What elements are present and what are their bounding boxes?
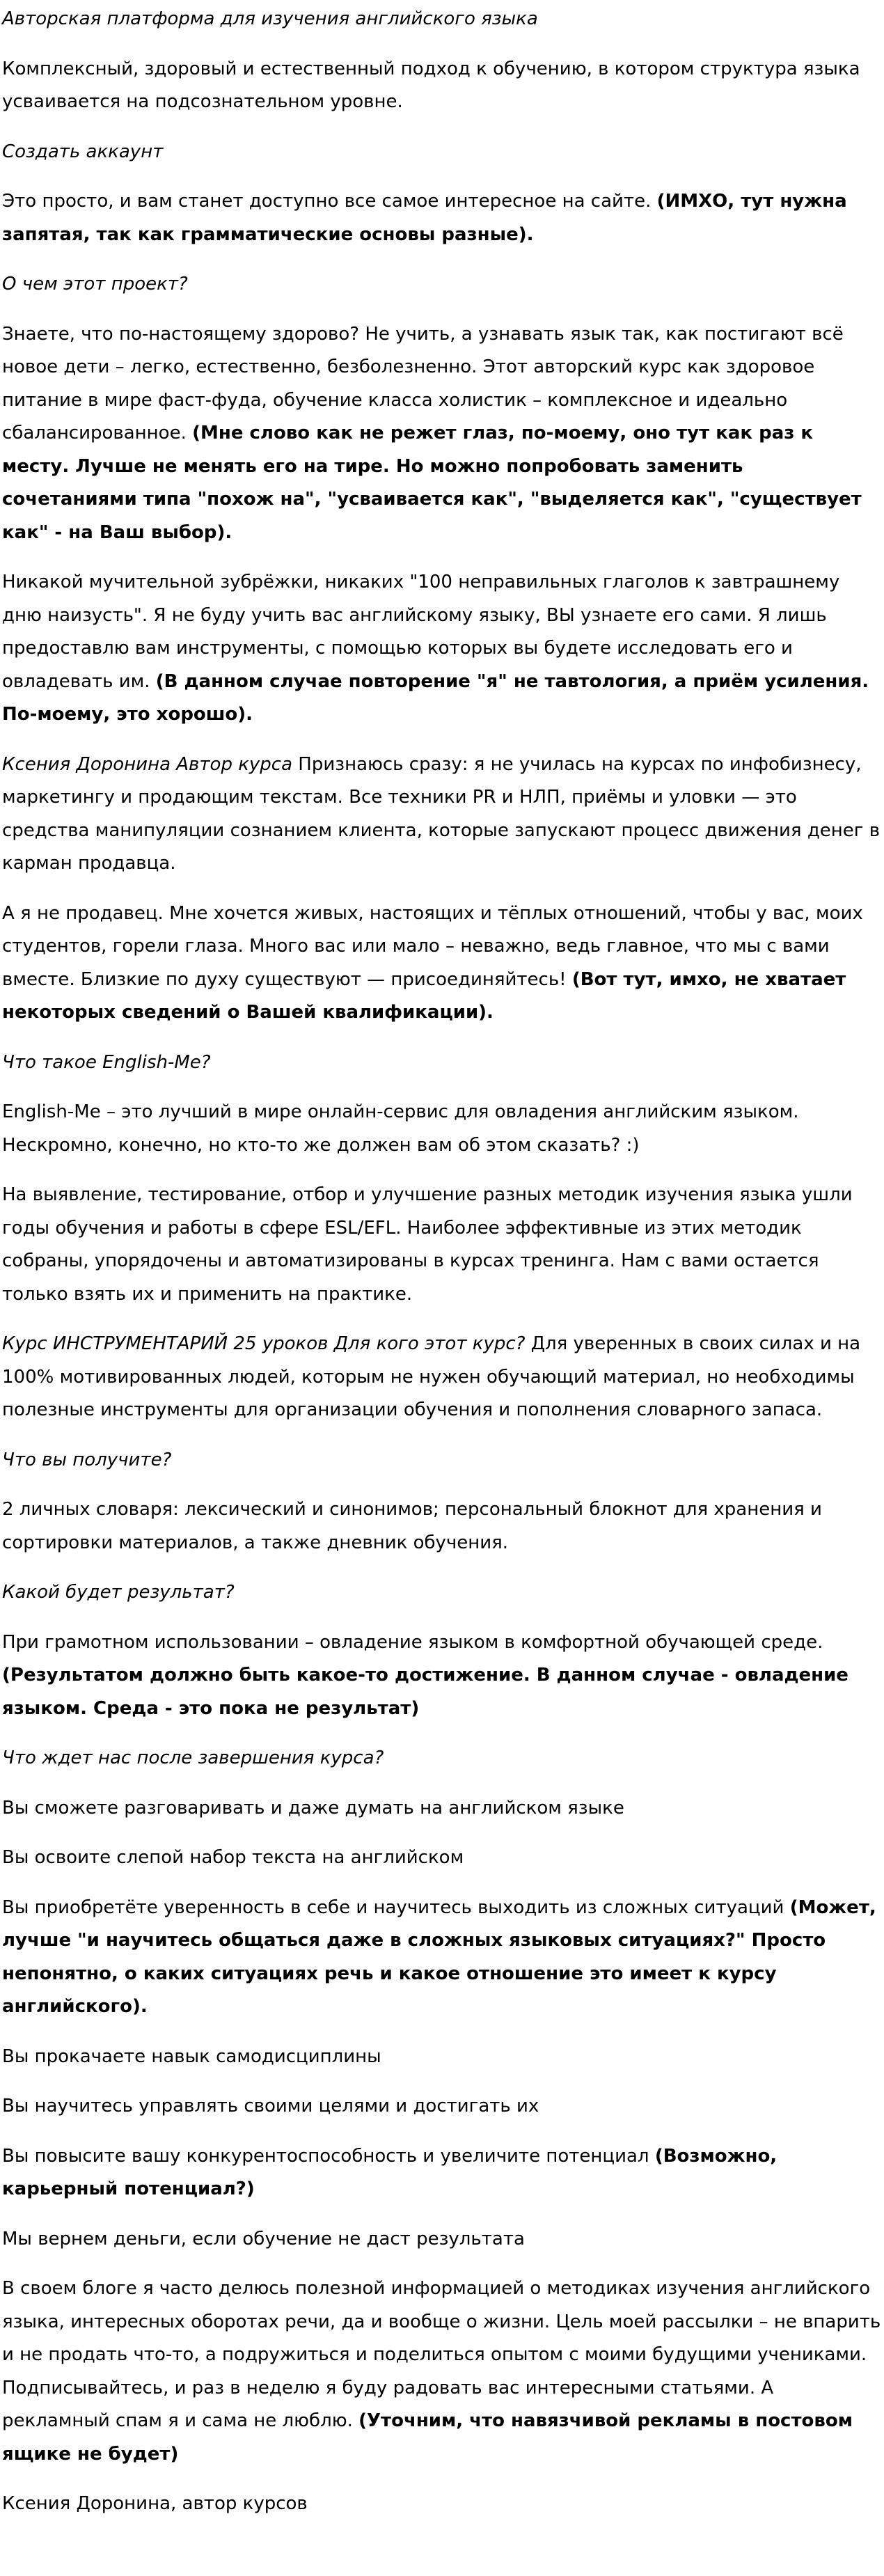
text-segment: English-Me – это лучший в мире онлайн-сервис для овладения английским языком. Нескромно, конечно, но кто-то же должен вам об этом сказать? :): [2, 1101, 799, 1156]
italic-label: Что такое English-Me?: [2, 1051, 211, 1073]
section-heading: [2, 3, 882, 36]
paragraph: [2, 1626, 882, 1726]
paragraph: [2, 897, 882, 1030]
text-segment: На выявление, тестирование, отбор и улучшение разных методик изучения языка ушли годы обучения и работы в сфере ESL/EFL. Наиболее эффективные из этих методик собраны, упорядочены и автоматизированы в курсах тренинга. Нам с вами остается только взять их и применить на практике.: [2, 1184, 853, 1305]
section-heading: [2, 136, 882, 169]
paragraph: [2, 53, 882, 119]
italic-label: О чем этот проект?: [2, 274, 188, 294]
paragraph: [2, 1096, 882, 1162]
paragraph: [2, 2140, 882, 2206]
paragraph: [2, 2223, 882, 2256]
editor-comment: (ИМХО, тут нужна запятая, так как грамматические основы разные).: [2, 191, 847, 245]
italic-label: Что ждет нас после завершения курса?: [2, 1748, 384, 1768]
editor-comment: (Вот тут, имхо, не хватает некоторых сведений о Вашей квалификации).: [2, 968, 846, 1023]
paragraph: [2, 318, 882, 550]
text-segment: Мы вернем деньги, если обучение не даст результата: [2, 2228, 525, 2249]
paragraph: [2, 748, 882, 881]
text-segment: Для уверенных в своих силах и на 100% мотивированных людей, которым не нужен обучающий материал, но необходимы полезные инструменты для организации обучения и пополнения словарного запаса.: [2, 1333, 861, 1420]
paragraph: [2, 1179, 882, 1311]
document-body: [2, 3, 882, 2521]
editor-comment: (Может, лучше "и научитесь общаться даже в сложных языковых ситуациях?" Просто непонятно, о каких ситуациях речь и какое отношение это имеет к курсу английского).: [2, 1896, 876, 2017]
text-segment: Вы повысите вашу конкурентоспособность и увеличите потенциал: [2, 2145, 655, 2167]
editor-comment: (Уточним, что навязчивой рекламы в постовом ящике не будет): [2, 2410, 853, 2465]
paragraph: [2, 185, 882, 251]
text-segment: 2 личных словаря: лексический и синонимов; персональный блокнот для хранения и сортировки материалов, а также дневник обучения.: [2, 1499, 822, 1553]
section-heading: [2, 1742, 882, 1775]
italic-label: Что вы получите?: [2, 1449, 172, 1470]
paragraph: [2, 566, 882, 732]
section-heading: [2, 1576, 882, 1610]
text-segment: Признаюсь сразу: я не училась на курсах по инфобизнесу, маркетингу и продающим текстам. Все техники PR и НЛП, приёмы и уловки — это средства манипуляции сознанием клиента, которые запускают процесс движения денег в карман продавца.: [2, 753, 881, 874]
text-segment: А я не продавец. Мне хочется живых, настоящих и тёплых отношений, чтобы у вас, моих студентов, горели глаза. Много вас или мало – неважно, ведь главное, что мы с вами вместе. Близкие по духу существуют — присоединяйтесь!: [2, 902, 863, 990]
text-segment: Никакой мучительной зубрёжки, никаких "100 неправильных глаголов к завтрашнему дню наизусть". Я не буду учить вас английскому языку, ВЫ узнаете его сами. Я лишь предоставлю вам инструменты, с помощью которых вы будете исследовать его и овладевать им.: [2, 572, 840, 692]
italic-label: Авторская платформа для изучения английского языка: [2, 8, 538, 29]
text-segment: Вы научитесь управлять своими целями и достигать их: [2, 2096, 539, 2116]
editor-comment: (Возможно, карьерный потенциал?): [2, 2145, 778, 2199]
text-segment: Знаете, что по-настоящему здорово? Не учить, а узнавать язык так, как постигают всё новое дети – легко, естественно, безболезненно. Этот авторский курс как здоровое питание в мире фаст-фуда, обучение класса холистик – комплексное и идеально сбалансированное.: [2, 323, 844, 443]
text-segment: Вы сможете разговаривать и даже думать на английском языке: [2, 1797, 624, 1819]
italic-label: Какой будет результат?: [2, 1582, 235, 1603]
italic-label: Создать аккаунт: [2, 141, 164, 162]
paragraph: [2, 1841, 882, 1875]
section-heading: [2, 1046, 882, 1080]
editor-comment: (Мне слово как не режет глаз, по-моему, оно тут как раз к месту. Лучше не менять его на тире. Но можно попробовать заменить сочетаниями типа "похож на", "усваивается как", "выделяется как", "существует как" - на Ваш выбор).: [2, 423, 862, 543]
paragraph: [2, 1328, 882, 1427]
text-segment: Это просто, и вам станет доступно все самое интересное на сайте.: [2, 191, 657, 212]
italic-label: Курс ИНСТРУМЕНТАРИЙ 25 уроков Для кого этот курс?: [2, 1333, 526, 1354]
text-segment: При грамотном использовании – овладение языком в комфортной обучающей среде.: [2, 1631, 823, 1653]
text-segment: Вы освоите слепой набор текста на английском: [2, 1847, 464, 1868]
section-heading: [2, 1444, 882, 1477]
text-segment: Комплексный, здоровый и естественный подход к обучению, в котором структура языка усваивается на подсознательном уровне.: [2, 58, 860, 112]
paragraph: [2, 1792, 882, 1825]
text-segment: Вы прокачаете навык самодисциплины: [2, 2045, 381, 2067]
text-segment: Вы приобретёте уверенность в себе и научитесь выходить из сложных ситуаций: [2, 1896, 790, 1918]
italic-label: Ксения Доронина Автор курса: [2, 753, 293, 775]
paragraph: [2, 1892, 882, 2024]
paragraph: [2, 2041, 882, 2074]
paragraph: [2, 1493, 882, 1560]
section-heading: [2, 268, 882, 301]
paragraph: [2, 2090, 882, 2123]
text-segment: В своем блоге я часто делюсь полезной информацией о методиках изучения английского языка, интересных оборотах речи, да и вообще о жизни. Цель моей рассылки – не впарить и не продать что-то, а подружиться и поделиться опытом с моими будущими учениками. Подписывайтесь, и раз в неделю я буду радовать вас интересными статьями. А рекламный спам я и сама не люблю.: [2, 2278, 881, 2431]
editor-comment: (В данном случае повторение "я" не тавтология, а приём усиления. По-моему, это хорошо).: [2, 670, 869, 725]
paragraph: [2, 2272, 882, 2471]
text-segment: Ксения Доронина, автор курсов: [2, 2493, 308, 2514]
paragraph: [2, 2488, 882, 2521]
editor-comment: (Результатом должно быть какое-то достижение. В данном случае - овладение языком. Среда - это пока не результат): [2, 1665, 849, 1719]
